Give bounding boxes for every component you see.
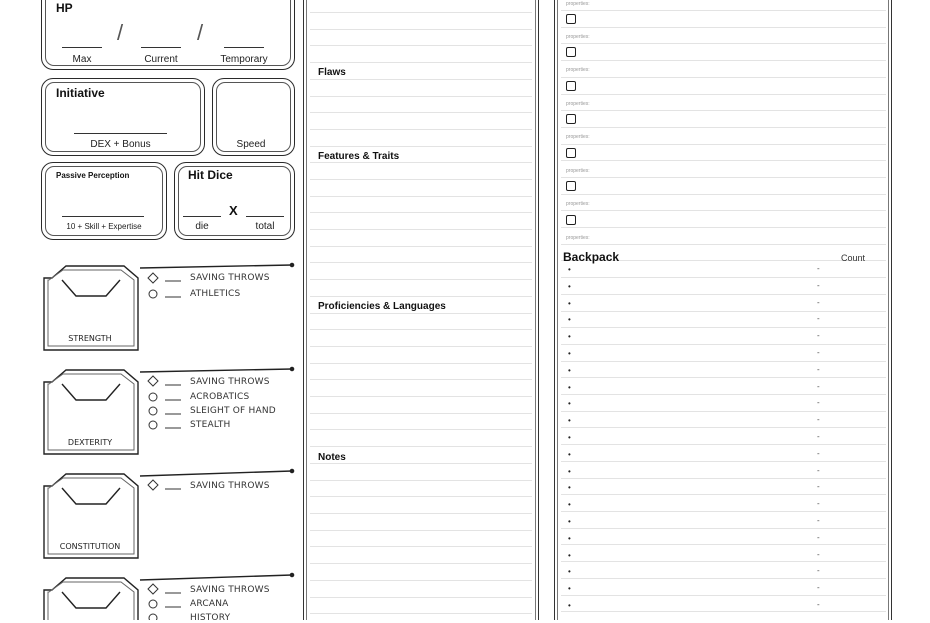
inventory-rule-line: [561, 327, 886, 328]
note-rule-line: [310, 413, 532, 414]
skill-label: ACROBATICS: [190, 392, 250, 402]
inventory-rule-line: [561, 478, 886, 479]
slash-separator: /: [197, 20, 204, 45]
backpack-item-bullet[interactable]: •: [568, 399, 571, 408]
backpack-item-count[interactable]: -: [817, 298, 820, 307]
hitdice-title: Hit Dice: [188, 168, 233, 182]
inventory-rule-line: [561, 177, 886, 178]
inventory-rule-line: [561, 10, 886, 11]
backpack-item-count[interactable]: -: [817, 449, 820, 458]
skill-label: SAVING THROWS: [190, 481, 270, 491]
initiative-sub: DEX + Bonus: [90, 139, 151, 150]
item-checkbox[interactable]: [566, 215, 576, 225]
backpack-item-count[interactable]: -: [817, 533, 820, 542]
hp-max-label: Max: [72, 54, 92, 65]
backpack-item-bullet[interactable]: •: [568, 383, 571, 392]
item-properties-label: properties:: [566, 134, 590, 140]
proficiencies-heading: Proficiencies & Languages: [318, 301, 446, 312]
note-rule-line: [310, 363, 532, 364]
note-rule-line: [310, 446, 532, 447]
inventory-rule-line: [561, 77, 886, 78]
notes-heading: Notes: [318, 452, 346, 463]
backpack-item-bullet[interactable]: •: [568, 467, 571, 476]
inventory-rule-line: [561, 578, 886, 579]
backpack-item-bullet[interactable]: •: [568, 551, 571, 560]
backpack-item-count[interactable]: -: [817, 348, 820, 357]
skill-label: ARCANA: [190, 599, 229, 609]
backpack-item-count[interactable]: -: [817, 466, 820, 475]
note-rule-line: [310, 597, 532, 598]
skill-label: STEALTH: [190, 420, 231, 430]
inventory-rule-line: [561, 561, 886, 562]
backpack-item-bullet[interactable]: •: [568, 433, 571, 442]
ability-name-dexterity: DEXTERITY: [67, 438, 113, 447]
backpack-item-bullet[interactable]: •: [568, 517, 571, 526]
note-rule-line: [310, 45, 532, 46]
skill-label: ATHLETICS: [190, 289, 241, 299]
item-properties-label: properties:: [566, 235, 590, 241]
inventory-rule-line: [561, 60, 886, 61]
features-heading: Features & Traits: [318, 151, 400, 162]
inventory-rule-line: [561, 27, 886, 28]
backpack-item-count[interactable]: -: [817, 314, 820, 323]
backpack-item-count[interactable]: -: [817, 499, 820, 508]
backpack-item-bullet[interactable]: •: [568, 567, 571, 576]
item-properties-label: properties:: [566, 101, 590, 107]
skill-label: HISTORY: [190, 613, 231, 623]
note-rule-line: [310, 196, 532, 197]
inventory-rule-line: [561, 611, 886, 612]
backpack-item-bullet[interactable]: •: [568, 349, 571, 358]
inventory-rule-line: [561, 194, 886, 195]
inventory-rule-line: [561, 595, 886, 596]
inventory-rule-line: [561, 361, 886, 362]
hp-max-line[interactable]: [62, 47, 102, 48]
note-rule-line: [310, 480, 532, 481]
backpack-item-bullet[interactable]: •: [568, 366, 571, 375]
hitdice-die-label: die: [195, 221, 209, 232]
flaws-heading: Flaws: [318, 67, 346, 78]
hitdice-total-line[interactable]: [246, 216, 284, 217]
inventory-rule-line: [561, 444, 886, 445]
hitdice-die-line[interactable]: [183, 216, 221, 217]
note-rule-line: [310, 246, 532, 247]
backpack-item-count[interactable]: -: [817, 382, 820, 391]
note-rule-line: [310, 112, 532, 113]
backpack-item-count[interactable]: -: [817, 264, 820, 273]
hp-current-label: Current: [144, 54, 178, 65]
inventory-rule-line: [561, 127, 886, 128]
note-rule-line: [310, 563, 532, 564]
inventory-rule-line: [561, 528, 886, 529]
hp-temp-label: Temporary: [220, 54, 268, 65]
note-rule-line: [310, 279, 532, 280]
note-rule-line: [310, 429, 532, 430]
inventory-rule-line: [561, 344, 886, 345]
inventory-rule-line: [561, 160, 886, 161]
backpack-item-bullet[interactable]: •: [568, 450, 571, 459]
inventory-rule-line: [561, 494, 886, 495]
initiative-line[interactable]: [74, 133, 167, 134]
note-rule-line: [310, 613, 532, 614]
backpack-item-count[interactable]: -: [817, 432, 820, 441]
note-rule-line: [310, 179, 532, 180]
skill-label: SLEIGHT OF HAND: [190, 406, 276, 416]
backpack-item-bullet[interactable]: •: [568, 500, 571, 509]
slash-separator: /: [117, 20, 124, 45]
note-rule-line: [310, 313, 532, 314]
skill-label: SAVING THROWS: [190, 377, 270, 387]
inventory-rule-line: [561, 511, 886, 512]
passive-title: Passive Perception: [56, 171, 130, 180]
inventory-rule-line: [561, 43, 886, 44]
inventory-rule-line: [561, 244, 886, 245]
ability-name-constitution: CONSTITUTION: [59, 542, 121, 551]
item-properties-label: properties:: [566, 168, 590, 174]
backpack-item-count[interactable]: -: [817, 583, 820, 592]
skill-label: SAVING THROWS: [190, 273, 270, 283]
note-rule-line: [310, 580, 532, 581]
hp-title: HP: [56, 1, 73, 15]
inventory-rule-line: [561, 227, 886, 228]
backpack-item-bullet[interactable]: •: [568, 299, 571, 308]
hitdice-times: X: [229, 203, 238, 218]
item-properties-label: properties:: [566, 201, 590, 207]
backpack-item-bullet[interactable]: •: [568, 332, 571, 341]
inventory-rule-line: [561, 461, 886, 462]
note-rule-line: [310, 129, 532, 130]
passive-sub: 10 + Skill + Expertise: [66, 222, 142, 231]
item-properties-label: properties:: [566, 67, 590, 73]
backpack-item-count[interactable]: -: [817, 281, 820, 290]
note-rule-line: [310, 346, 532, 347]
backpack-item-count[interactable]: -: [817, 566, 820, 575]
note-rule-line: [310, 262, 532, 263]
note-rule-line: [310, 62, 532, 63]
inventory-rule-line: [561, 427, 886, 428]
backpack-item-bullet[interactable]: •: [568, 416, 571, 425]
hp-current-line[interactable]: [141, 47, 181, 48]
item-checkbox[interactable]: [566, 148, 576, 158]
note-rule-line: [310, 530, 532, 531]
item-checkbox[interactable]: [566, 81, 576, 91]
backpack-item-count[interactable]: -: [817, 550, 820, 559]
backpack-item-count[interactable]: -: [817, 365, 820, 374]
note-rule-line: [310, 29, 532, 30]
hp-temp-line[interactable]: [224, 47, 264, 48]
item-checkbox[interactable]: [566, 114, 576, 124]
backpack-item-bullet[interactable]: •: [568, 315, 571, 324]
backpack-item-count[interactable]: -: [817, 415, 820, 424]
backpack-item-count[interactable]: -: [817, 331, 820, 340]
note-rule-line: [310, 79, 532, 80]
inventory-rule-line: [561, 94, 886, 95]
backpack-title: Backpack: [563, 250, 620, 264]
note-rule-line: [310, 463, 532, 464]
note-rule-line: [310, 296, 532, 297]
backpack-item-bullet[interactable]: •: [568, 483, 571, 492]
item-checkbox[interactable]: [566, 47, 576, 57]
hitdice-total-label: total: [255, 221, 275, 232]
note-rule-line: [310, 146, 532, 147]
backpack-item-bullet[interactable]: •: [568, 282, 571, 291]
backpack-item-bullet[interactable]: •: [568, 534, 571, 543]
inventory-panel: [554, 0, 892, 620]
backpack-item-count[interactable]: -: [817, 600, 820, 609]
note-rule-line: [310, 12, 532, 13]
backpack-item-count[interactable]: -: [817, 398, 820, 407]
inventory-rule-line: [561, 411, 886, 412]
note-rule-line: [310, 229, 532, 230]
backpack-count-label: Count: [841, 253, 866, 263]
note-rule-line: [310, 379, 532, 380]
passive-line[interactable]: [62, 216, 144, 217]
item-checkbox[interactable]: [566, 14, 576, 24]
inventory-rule-line: [561, 311, 886, 312]
backpack-item-bullet[interactable]: •: [568, 265, 571, 274]
note-rule-line: [310, 546, 532, 547]
note-rule-line: [310, 396, 532, 397]
skill-label: SAVING THROWS: [190, 585, 270, 595]
ability-frames: [0, 0, 300, 620]
item-checkbox[interactable]: [566, 181, 576, 191]
inventory-rule-line: [561, 277, 886, 278]
note-rule-line: [310, 212, 532, 213]
item-properties-label: properties:: [566, 1, 590, 7]
inventory-rule-line: [561, 210, 886, 211]
item-properties-label: properties:: [566, 34, 590, 40]
note-rule-line: [310, 513, 532, 514]
inventory-rule-line: [561, 144, 886, 145]
backpack-item-bullet[interactable]: •: [568, 584, 571, 593]
inventory-rule-line: [561, 394, 886, 395]
note-rule-line: [310, 96, 532, 97]
inventory-rule-line: [561, 544, 886, 545]
note-rule-line: [310, 162, 532, 163]
speed-label: Speed: [236, 139, 266, 150]
initiative-title: Initiative: [56, 86, 105, 100]
backpack-item-count[interactable]: -: [817, 516, 820, 525]
inventory-rule-line: [561, 377, 886, 378]
inventory-rule-line: [561, 110, 886, 111]
note-rule-line: [310, 329, 532, 330]
note-rule-line: [310, 496, 532, 497]
ability-name-strength: STRENGTH: [68, 334, 112, 343]
backpack-item-count[interactable]: -: [817, 482, 820, 491]
backpack-item-bullet[interactable]: •: [568, 601, 571, 610]
inventory-rule-line: [561, 294, 886, 295]
